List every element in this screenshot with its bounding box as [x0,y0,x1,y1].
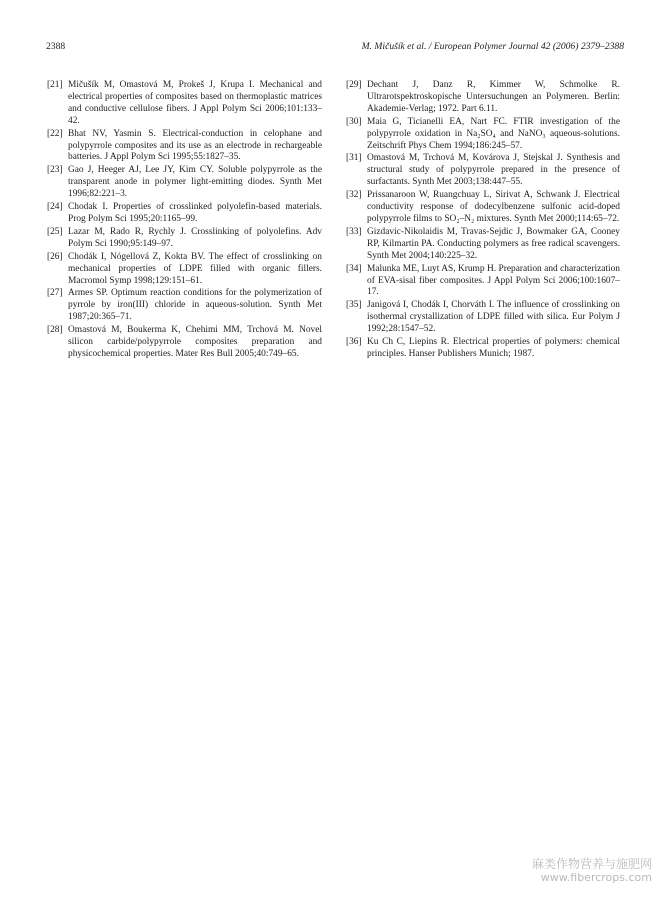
reference-text: Malunka ME, Luyt AS, Krump H. Preparation and characterization of EVA-sisal fiber composites. J Appl Polym Sci 2006;100:1607–17. [367,263,620,298]
reference-number: [28] [47,325,63,336]
references-right-column [346,80,620,362]
reference-text: Ku Ch C, Liepins R. Electrical properties of polymers: chemical principles. Hanser Publishers Munich; 1987. [367,337,620,359]
reference-text: Maia G, Ticianelli EA, Nart FC. FTIR investigation of the polypyrrole oxidation in Na₂SO₄ and NaNO₃ aqueous-solutions. Zeitschrift Phys Chem 1994;186:245–57. [367,116,620,151]
reference-item [346,80,620,116]
reference-item [47,80,322,128]
reference-text: Omastová M, Trchová M, Kovárova J, Stejskal J. Synthesis and structural study of polypyrrole prepared in the presence of surfactants. Synth Met 2003;138:447–55. [367,153,620,188]
reference-item [47,227,322,251]
reference-text: Bhat NV, Yasmin S. Electrical-conduction in celophane and polypyrrole composites and its use as an electrode in rechargeable batteries. J Appl Polym Sci 1995;55:1827–35. [68,128,322,163]
reference-item [346,190,620,226]
reference-number: [23] [47,165,63,176]
reference-item [47,325,322,361]
references-left-column [47,80,322,362]
reference-number: [36] [346,337,362,348]
page-number: 2388 [46,41,66,52]
reference-item [346,153,620,189]
reference-item [47,129,322,165]
reference-item [47,288,322,324]
reference-number: [24] [47,202,63,213]
reference-text: Gao J, Heeger AJ, Lee JY, Kim CY. Soluble polypyrrole as the transparent anode in polymer light-emitting diodes. Synth Met 1996;82:221–3. [68,165,322,200]
reference-item [346,117,620,153]
watermark-url: www.fibercrops.com [540,871,652,884]
reference-number: [27] [47,288,63,299]
reference-item [47,165,322,201]
reference-number: [29] [346,80,362,90]
reference-text: Janigová I, Chodák I, Chorváth I. The influence of crosslinking on isothermal crystallization of LDPE filled with silica. Eur Polym J 1992;28:1547–52. [367,300,620,335]
reference-item [346,300,620,336]
reference-number: [33] [346,226,362,237]
reference-text: Lazar M, Rado R, Rychly J. Crosslinking of polyolefins. Adv Polym Sci 1990;95:149–97. [68,226,322,249]
reference-number: [31] [346,153,362,164]
reference-text: Dechant J, Danz R, Kimmer W, Schmolke R. Ultrarotspektroskopische Untersuchungen an Polymeren. Berlin: Akademie-Verlag; 1972. Part 6.11. [367,80,620,114]
reference-text: Chodák I, Nógellová Z, Kokta BV. The effect of crosslinking on mechanical properties of LDPE filled with organic fillers. Macromol Symp 1998;129:151–61. [68,251,322,286]
reference-item [346,337,620,361]
reference-number: [26] [47,251,63,262]
reference-number: [21] [47,80,63,90]
reference-item [47,252,322,288]
reference-item [346,227,620,263]
watermark-title: 麻类作物营养与施肥网 [531,857,652,871]
page-header [46,41,624,55]
reference-number: [25] [47,226,63,237]
reference-number: [30] [346,116,362,127]
reference-text: Omastová M, Boukerma K, Chehimi MM, Trchová M. Novel silicon carbide/polypyrrole composites preparation and physicochemical properties. Mater Res Bull 2005;40:749–65. [68,325,322,359]
watermark [532,857,652,885]
running-head: M. Mičušík et al. / European Polymer Journal 42 (2006) 2379–2388 [361,41,624,52]
reference-item [47,202,322,226]
reference-item [346,264,620,300]
reference-text: Prissanaroon W, Ruangchuay L, Sirivat A, Schwank J. Electrical conductivity response of dodecylbenzene sulfonic acid-doped polypyrrole films to SO₂–N₂ mixtures. Synth Met 2000;114:65–72. [367,190,620,224]
reference-text: Chodak I. Properties of crosslinked polyolefin-based materials. Prog Polym Sci 1995;20:1165–99. [68,202,322,224]
reference-text: Gizdavic-Nikolaidis M, Travas-Sejdic J, Bowmaker GA, Cooney RP, Kilmartin PA. Conducting polymers as free radical scavengers. Synth Met 2004;140:225–32. [367,226,620,261]
reference-number: [34] [346,263,362,274]
reference-number: [32] [346,190,362,201]
reference-number: [35] [346,300,362,311]
reference-text: Mičušík M, Omastová M, Prokeš J, Krupa I. Mechanical and electrical properties of composites based on thermoplastic matrices and conductive cellulose fibers. J Appl Polym Sci 2006;101:133–42. [68,80,322,126]
reference-text: Armes SP. Optimum reaction conditions for the polymerization of pyrrole by iron(III) chloride in aqueous-solution. Synth Met 1987;20:365–71. [68,288,322,323]
reference-number: [22] [47,128,63,139]
